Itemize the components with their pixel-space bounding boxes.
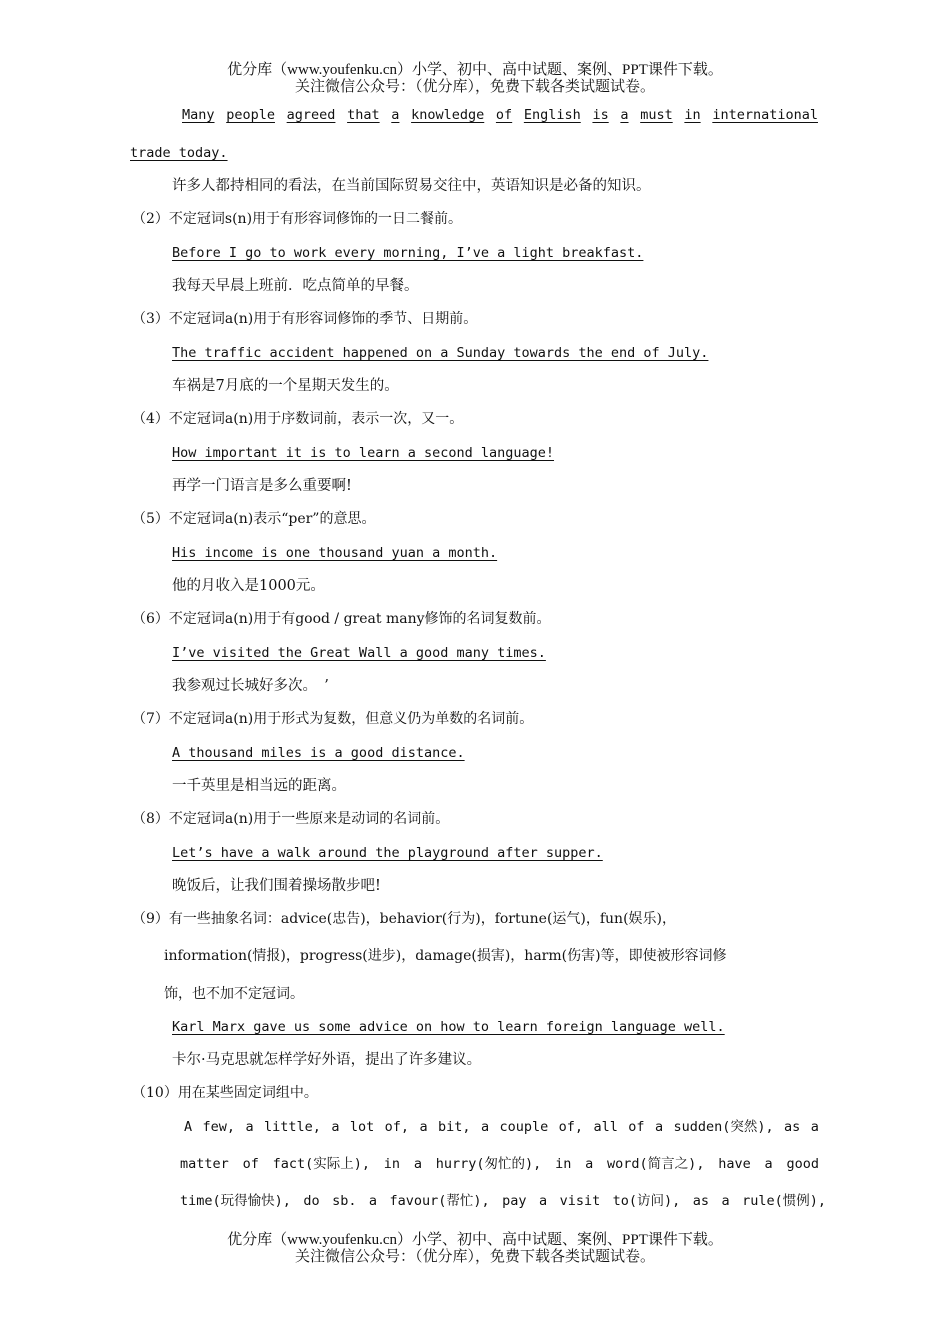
rule-10-phrases-text-1-word: couple (499, 1119, 549, 1135)
rule-9-heading-line-1 (132, 909, 826, 929)
rule-10-phrases-text-3-word: a (538, 1193, 548, 1209)
rule-10-phrases-text-3-word: rule(惯例), (742, 1193, 826, 1209)
rule-10-phrases-text-2-word: word(简言之), (607, 1156, 705, 1172)
rule-10-phrases-text-1-word: little, (264, 1119, 321, 1135)
rule-7-translation: 一千英里是相当远的距离。 (172, 778, 346, 794)
rule-10-phrases-text-2-word: good (786, 1156, 819, 1172)
rule-10-phrases-line-1 (184, 1117, 819, 1137)
rule-10-phrases-text-1-word: all (593, 1119, 618, 1135)
rule-4-heading: （4）不定冠词a(n)用于序数词前，表示一次，又一。 (132, 411, 464, 427)
rule-2-example: Before I go to work every morning, I’ve a light breakfast. (172, 245, 644, 261)
rule-10-phrases-text-3-word: time(玩得愉快), (180, 1193, 291, 1209)
header-line-1: 优分库（www.youfenku.cn）小学、初中、高中试题、案例、PPT课件下载。 (227, 62, 723, 78)
rule-5-translation: 他的月收入是1000元。 (172, 578, 325, 594)
rule-10-phrases-line-3 (180, 1191, 826, 1211)
rule-6-example: I’ve visited the Great Wall a good many times. (172, 645, 546, 661)
header-line-2: 关注微信公众号：（优分库），免费下载各类试题试卷。 (294, 79, 655, 95)
rule-10-phrases-text-2-word: fact(实际上), (272, 1156, 371, 1172)
rule-9-heading-line-2 (164, 946, 819, 966)
rule-7-example: A thousand miles is a good distance. (172, 745, 465, 761)
rule-3-heading: （3）不定冠词a(n)用于有形容词修饰的季节、日期前。 (132, 311, 478, 327)
rule-10-phrases-text-1-word: a (419, 1119, 428, 1135)
rule-9-translation: 卡尔·马克思就怎样学好外语，提出了许多建议。 (172, 1052, 482, 1068)
rule-9-example: Karl Marx gave us some advice on how to learn foreign language well. (172, 1019, 725, 1035)
rule-10-phrases-text-3-word: to(访问), (612, 1193, 681, 1209)
rule-10-phrases-text-2-word: of (242, 1156, 259, 1172)
rule-6-translation: 我参观过长城好多次。 ’ (172, 678, 329, 694)
rule-9-heading-text-2: information(情报)，progress(进步)，damage(损害)，harm(伤害)等，即使被形容词修 (164, 948, 727, 964)
rule-10-phrases-text-1-word: a (331, 1119, 340, 1135)
page-header (0, 62, 950, 96)
intro-example-text-1-word: knowledge (411, 107, 485, 123)
rule-2-translation: 我每天早晨上班前．吃点简单的早餐。 (172, 278, 419, 294)
rule-10-phrases-text-3-word: a (721, 1193, 730, 1209)
rule-10-phrases-text-1-word: as (784, 1119, 801, 1135)
intro-example-text-1-word: is (592, 107, 609, 123)
rule-10-phrases-text-1-word: few, (202, 1119, 236, 1135)
rule-10-phrases-text-1-word: lot (349, 1119, 375, 1135)
rule-8-example: Let’s have a walk around the playground after supper. (172, 845, 603, 861)
rule-10-phrases-text-1-word: bit, (438, 1119, 471, 1135)
intro-example-text-1-word: in (684, 107, 701, 123)
intro-example-text-1-word: international (712, 107, 818, 123)
rule-10-phrases-text-3-word: do (303, 1193, 320, 1209)
rule-10-phrases-text-2-word: matter (180, 1156, 229, 1172)
rule-10-phrases-text-2-word: a (764, 1156, 773, 1172)
intro-example-text-1-word: people (226, 107, 275, 123)
intro-example-text-1-word: agreed (286, 107, 336, 123)
rule-4-translation: 再学一门语言是多么重要啊! (172, 478, 352, 494)
rule-10-phrases-text-1-word: sudden(突然), (673, 1119, 774, 1135)
rule-3-translation: 车祸是7月底的一个星期天发生的。 (172, 378, 399, 394)
footer-line-2: 关注微信公众号：（优分库），免费下载各类试题试卷。 (294, 1249, 655, 1265)
rule-10-heading: （10）用在某些固定词组中。 (132, 1085, 318, 1101)
rule-10-phrases-text-2-word: a (413, 1156, 422, 1172)
rule-10-phrases-text-3-word: pay (502, 1193, 527, 1209)
intro-example-text-1-word: must (640, 107, 673, 123)
rule-6-heading: （6）不定冠词a(n)用于有good / great many修饰的名词复数前。 (132, 611, 551, 627)
rule-10-phrases-text-1-word: a (245, 1119, 254, 1135)
intro-example-text-1-word: Many (182, 107, 215, 123)
footer-line-1: 优分库（www.youfenku.cn）小学、初中、高中试题、案例、PPT课件下载。 (227, 1232, 723, 1248)
rule-10-phrases-text-1-word: a (810, 1119, 819, 1135)
rule-10-phrases-text-1-word: a (480, 1119, 490, 1135)
rule-8-heading: （8）不定冠词a(n)用于一些原来是动词的名词前。 (132, 811, 450, 827)
rule-10-phrases-text-2-word: a (585, 1156, 594, 1172)
rule-10-phrases-text-2-word: have (718, 1156, 751, 1172)
intro-example-text-1-word: of (495, 107, 513, 123)
rule-10-phrases-text-1-word: of, (384, 1119, 410, 1135)
rule-10-phrases-text-2-word: hurry(匆忙的), (435, 1156, 542, 1172)
rule-10-phrases-text-3-word: a (368, 1193, 378, 1209)
rule-10-phrases-text-3-word: visit (559, 1193, 601, 1209)
rule-10-phrases-text-1-word: of (628, 1119, 645, 1135)
rule-10-phrases-text-1-word: of, (558, 1119, 584, 1135)
rule-4-example: How important it is to learn a second language! (172, 445, 555, 461)
rule-10-phrases-text-1-word: a (654, 1119, 664, 1135)
page-footer (0, 1232, 950, 1266)
rule-10-phrases-text-1-word: A (184, 1119, 193, 1135)
rule-8-translation: 晚饭后，让我们围着操场散步吧! (172, 878, 381, 894)
intro-example-text-1-word: that (347, 107, 380, 123)
rule-9-heading-text-1: （9）有一些抽象名词：advice(忠告)，behavior(行为)，fortune(运气)，fun(娱乐)， (132, 911, 677, 927)
rule-10-phrases-text-3-word: sb. (332, 1193, 357, 1209)
intro-example-line-1 (182, 105, 818, 125)
rule-5-heading: （5）不定冠词a(n)表示“per”的意思。 (132, 511, 376, 527)
rule-10-phrases-line-2 (180, 1154, 819, 1174)
rule-10-phrases-text-2-word: in (383, 1156, 401, 1172)
rule-10-phrases-text-2-word: in (555, 1156, 572, 1172)
intro-example-text-1-word: a (391, 107, 400, 123)
intro-example-line-2: trade today. (130, 145, 228, 161)
rule-10-phrases-text-3-word: as (692, 1193, 710, 1209)
rule-2-heading: （2）不定冠词s(n)用于有形容词修饰的一日二餐前。 (132, 211, 463, 227)
intro-translation: 许多人都持相同的看法，在当前国际贸易交往中，英语知识是必备的知识。 (172, 178, 651, 194)
rule-5-example: His income is one thousand yuan a month. (172, 545, 498, 561)
rule-9-heading-line-3: 饰，也不加不定冠词。 (164, 986, 304, 1002)
rule-7-heading: （7）不定冠词a(n)用于形式为复数，但意义仍为单数的名词前。 (132, 711, 534, 727)
intro-example-text-1-word: a (620, 107, 629, 123)
intro-example-text-1-word: English (523, 107, 581, 123)
rule-3-example: The traffic accident happened on a Sunday towards the end of July. (172, 345, 709, 361)
rule-10-phrases-text-3-word: favour(帮忙), (389, 1193, 490, 1209)
